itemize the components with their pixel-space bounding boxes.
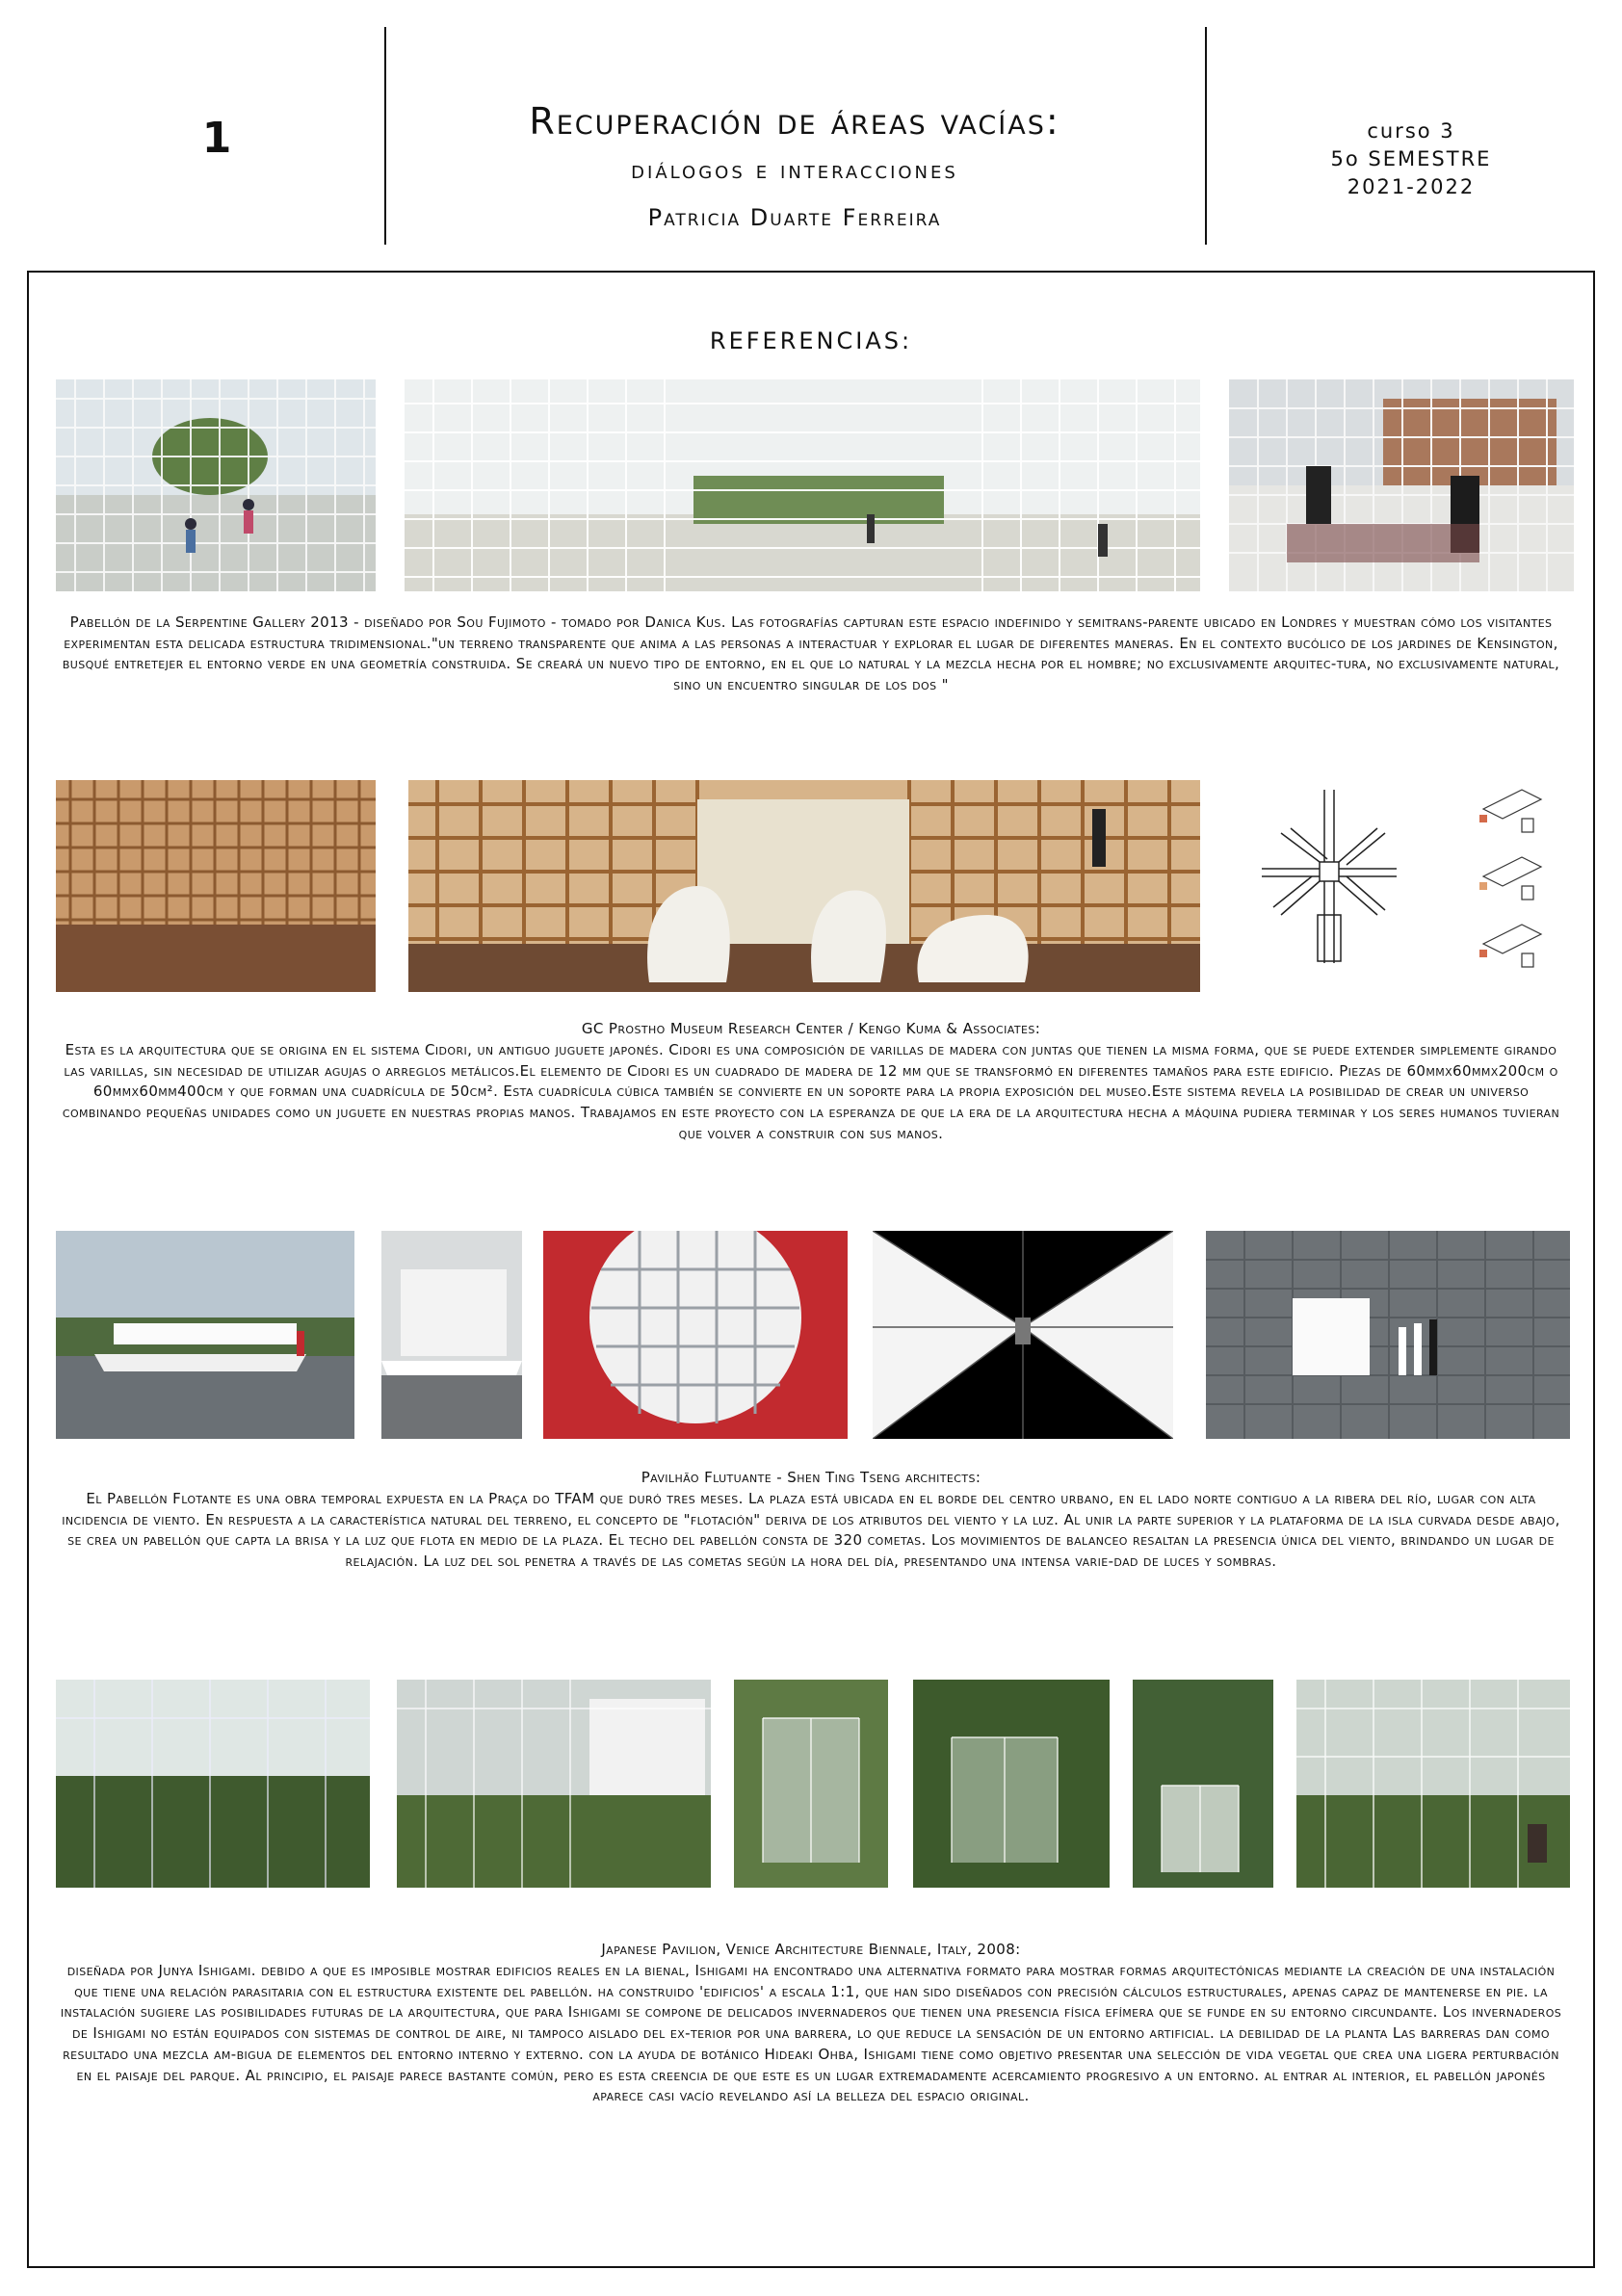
section-title: REFERENCIAS: [709, 327, 913, 354]
prostho-photo-1 [56, 780, 376, 992]
reference-3-caption: Pavilhão Flutuante - Shen Ting Tseng architects: [641, 1469, 981, 1486]
reference-4-caption: Japanese Pavilion, Venice Architecture Biennale, Italy, 2008: [601, 1941, 1021, 1958]
course-info [1300, 117, 1522, 201]
sheet-subtitle: diálogos e interacciones [631, 156, 958, 184]
japanese-pavilion-photo-2 [397, 1680, 711, 1888]
cidori-joint-diagram [1252, 780, 1406, 973]
sheet-title: Recuperación de áreas vacías: [529, 100, 1060, 143]
author-name: Patricia Duarte Ferreira [647, 204, 942, 231]
japanese-pavilion-photo-5 [1133, 1680, 1273, 1888]
japanese-pavilion-photo-1 [56, 1680, 370, 1888]
sheet-number: 1 [201, 114, 232, 163]
reference-2-text: Esta es la arquitectura que se origina en el sistema Cidori, un antiguo juguete japonés. Cidori es una composición de varillas de madera con juntas que tienen la misma forma, que se puede extender simplemente girando las varillas, sin necesidad de utilizar agujas o arreglos metálicos.El elemento de Cidori es un cuadrado de madera de 12 mm que se transformó en diferentes tamaños para este edificio. Piezas de 60mmx60mmx200cm o 60mmx60mm400cm y que forman una cuadrícula de 50cm². Esta cuadrícula cúbica también se convierte en un soporte para la propia exposición del museo.Este sistema revela la posibilidad de crear un universo combinando pequeñas unidades como un juguete en nuestras propias manos. Trabajamos en este proyecto con la esperanza de que la era de la arquitectura hecha a máquina pudiera terminar y los seres humanos tuvieran que volver a construir con sus manos. [62, 1041, 1560, 1142]
reference-4-text: diseñada por Junya Ishigami. debido a que es imposible mostrar edificios reales en la bienal, Ishigami ha encontrado una alternativa formato para mostrar formas arquitectónicas mediante la creación de una instalación que tiene una relación parasitaria con el estructura existente del pabellón. ha construido 'edificios' a escala 1:1, que han sido diseñados con precisión cálculos estructurales, apenas capaz de mantenerse en pie. la instalación sugiere las posibilidades futuras de la arquitectura, que para Ishigami se compone de delicados invernaderos que tienen una presencia física efímera que se funde en su entorno circundante. Los invernaderos de Ishigami no están equipados con sistemas de control de aire, ni tampoco aislado del ex-terior por una barrera, lo que reduce la sensación de un entorno artificial. la debilidad de la planta Las barreras dan como resultado una mezcla am-bigua de elementos del entorno interno y externo. con la ayuda de botánico Hideaki Ohba, Ishigami tiene como objetivo presentar una selección de vida vegetal que crea una ligera perturbación en el paisaje del parque. Al principio, el paisaje parece bastante común, pero es esta creencia de que este es un lugar extremadamente acercamiento progresivo a un entorno. al entrar al interior, el pabellón japonés aparece casi vacío revelando así la belleza del espacio original. [60, 1962, 1562, 2105]
reference-3-text: El Pabellón Flotante es una obra temporal expuesta en la Praça do TFAM que duró tres meses. La plaza está ubicada en el borde del centro urbano, en el lado norte contiguo a la ribera del río, lugar con alta incidencia de viento. En respuesta a la característica natural del terreno, el concepto de "flotación" deriva de los atributos del viento y la luz. Al unir la parte superior y la plataforma de la isla curvada desde abajo, se crea un pabellón que capta la brisa y la luz que flota en medio de la plaza. El techo del pabellón consta de 320 cometas. Los movimientos de balanceo resaltan la presencia única del viento, brindando un lugar de relajación. La luz del sol penetra a través de las cometas según la hora del día, presentando una intensa varie-dad de luces y sombras. [62, 1490, 1560, 1571]
reference-1-text: Pabellón de la Serpentine Gallery 2013 - diseñado por Sou Fujimoto - tomado por Danica Kus. Las fotografías capturan este espacio indefinido y semitrans-parente ubicado en Londres y muestran cómo los visitantes experimentan esta delicada estructura tridimensional."un terreno transparente que anima a las personas a interactuar y explorar el lugar de diferentes maneras. En el contexto bucólico de los jardines de Kensington, busqué entretejer el entorno verde en una geometría construida. Se creará un nuevo tipo de entorno, en el que lo natural y la mezcla hecha por el hombre; no exclusivamente arquitec-tura, no exclusivamente natural, sino un encuentro singular de los dos " [62, 613, 1560, 694]
serpentine-photo-2 [405, 379, 1200, 591]
cidori-detail-diagrams [1474, 780, 1551, 982]
year-line: 2021-2022 [1347, 175, 1476, 198]
japanese-pavilion-photo-3 [734, 1680, 888, 1888]
semester-line: 5o SEMESTRE [1330, 147, 1492, 170]
reference-2-caption: GC Prostho Museum Research Center / Kengo Kuma & Associates: [581, 1020, 1041, 1037]
course-line: curso 3 [1367, 119, 1455, 143]
floating-pavilion-photo-1 [56, 1231, 354, 1439]
prostho-photo-2 [408, 780, 1200, 992]
floating-pavilion-photo-2 [381, 1231, 522, 1439]
header-divider-right [1205, 27, 1207, 245]
floating-pavilion-photo-3 [543, 1231, 848, 1439]
floating-pavilion-photo-5 [1206, 1231, 1570, 1439]
japanese-pavilion-photo-4 [913, 1680, 1110, 1888]
floating-pavilion-photo-4 [873, 1231, 1173, 1439]
serpentine-photo-3 [1229, 379, 1574, 591]
serpentine-photo-1 [56, 379, 376, 591]
japanese-pavilion-photo-6 [1296, 1680, 1570, 1888]
